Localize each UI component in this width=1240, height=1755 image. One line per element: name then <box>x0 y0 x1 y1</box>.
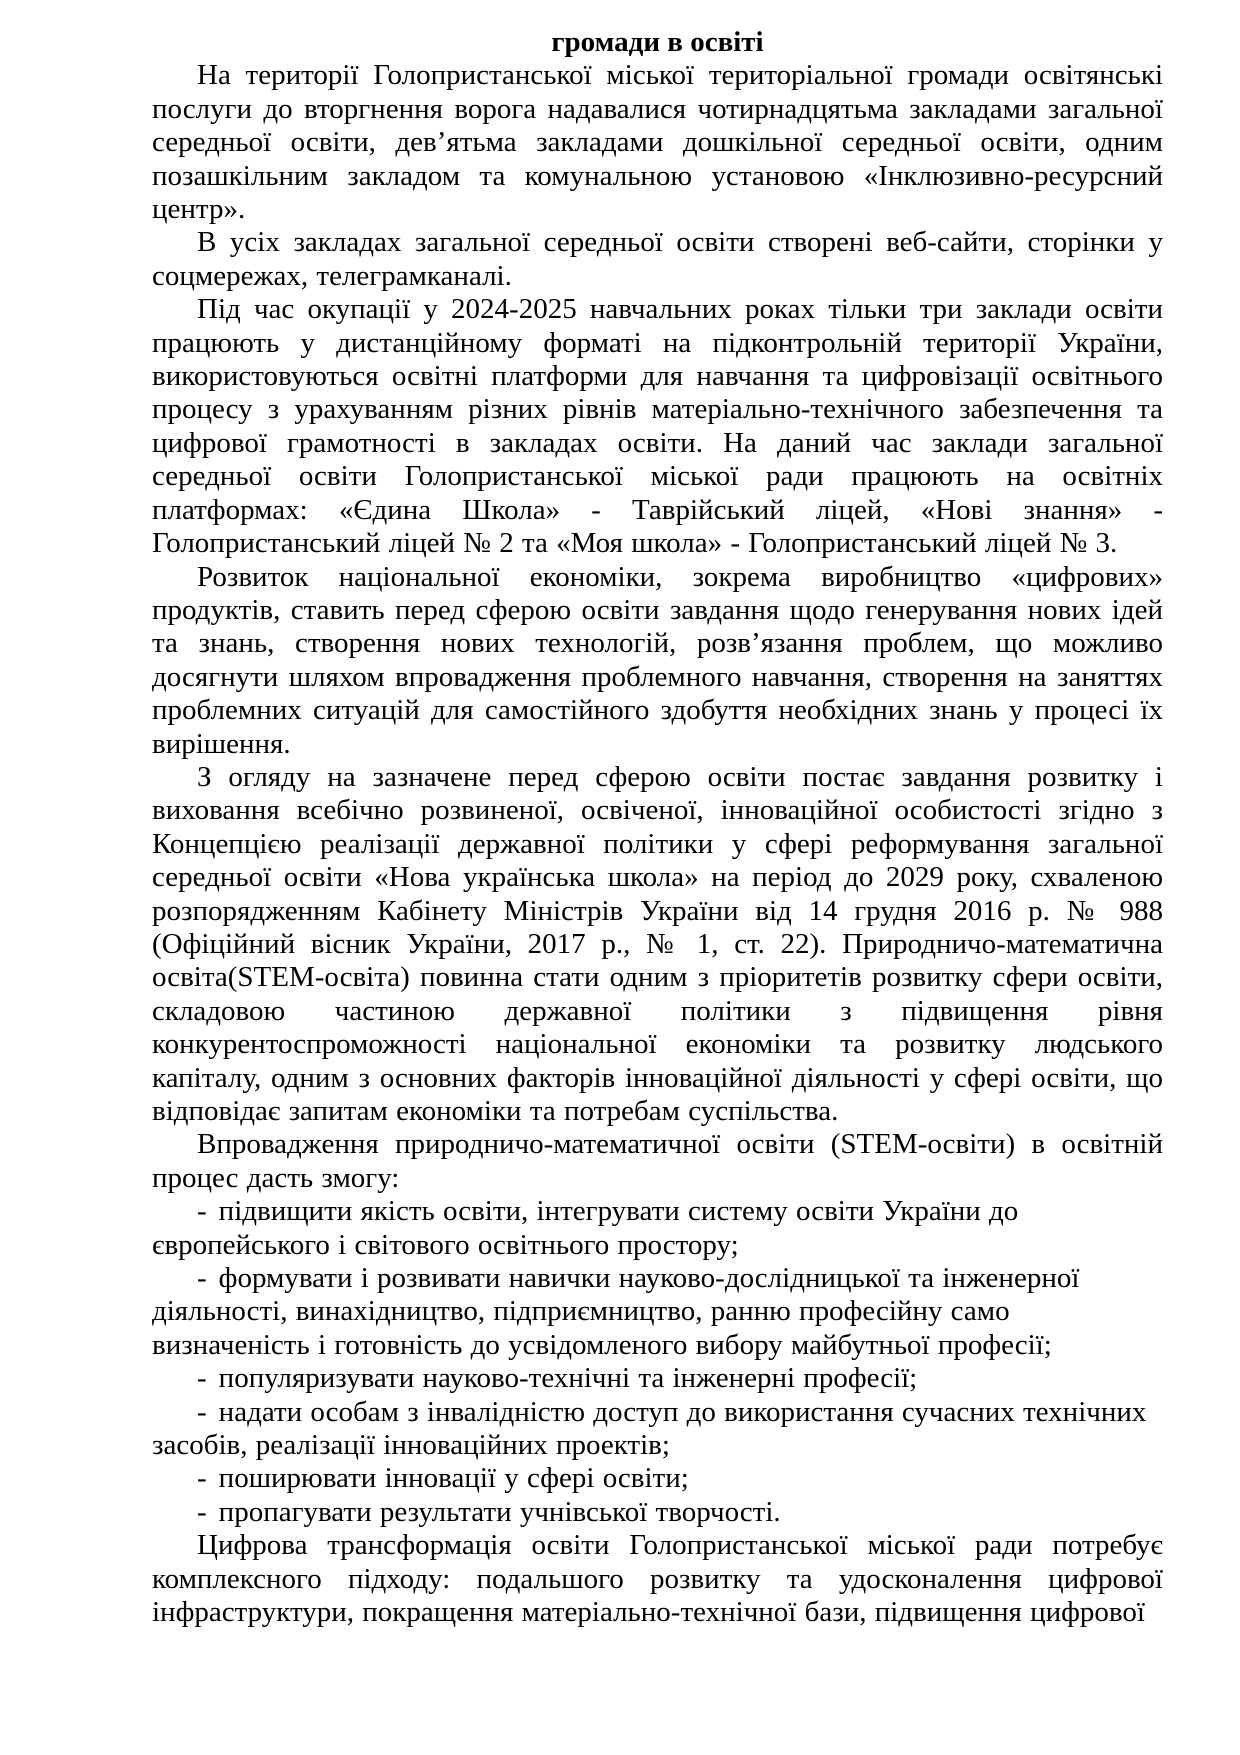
paragraph-territory: На території Голопристанської міської територіальної громади освітянські послуги до вторгнення ворога надавалися чотирнадцятьма закладами загальної середньої освіти, дев’ятьма закладами дошкільної середньої освіти, одним позашкільним закладом та комунальною установою «Інклюзивно-ресурсний центр». <box>152 59 1163 226</box>
list-item-text: надати особам з інвалідністю доступ до використання сучасних технічних засобів, реалізації інноваційних проектів; <box>152 1395 1147 1462</box>
list-item-text: популяризувати науково-технічні та інженерні професії; <box>218 1362 918 1395</box>
list-item <box>152 1195 1163 1262</box>
list-item-text: поширювати інновації у сфері освіти; <box>218 1462 689 1495</box>
paragraph-concept: З огляду на зазначене перед сферою освіти постає завдання розвитку і виховання всебічно розвиненої, освіченої, інноваційної особистості згідно з Концепцією реалізації державної політики у сфері реформування загальної середньої освіти «Нова українська школа» на період до 2029 року, схваленою розпорядженням Кабінету Міністрів України від 14 грудня 2016 р. № 988 (Офіційний вісник України, 2017 р., № 1, ст. 22). Природничо-математична освіта(STEM-освіта) повинна стати одним з пріоритетів розвитку сфери освіти, складовою частиною державної політики з підвищення рівня конкурентоспроможності національної економіки та розвитку людського капіталу, одним з основних факторів інноваційної діяльності у сфері освіти, що відповідає запитам економіки та потребам суспільства. <box>152 760 1163 1127</box>
list-item-marker: - <box>197 1262 207 1295</box>
list-item-marker: - <box>197 1462 207 1495</box>
page-title: громади в освіті <box>551 26 764 58</box>
list-item-marker: - <box>197 1495 207 1528</box>
paragraph-occupation: Під час окупації у 2024-2025 навчальних роках тільки три заклади освіти працюють у дистанційному форматі на підконтрольній території України, використовуються освітні платформи для навчання та цифровізації освітнього процесу з урахуванням різних рівнів матеріально-технічного забезпечення та цифрової грамотності в закладах освіти. На даний час заклади загальної середньої освіти Голопристанської міської ради працюють на освітніх платформах: «Єдина Школа» - Таврійський ліцей, «Нові знання» - Голопристанський ліцей № 2 та «Моя школа» - Голопристанський ліцей № 3. <box>152 293 1163 560</box>
paragraph-economy: Розвиток національної економіки, зокрема виробництво «цифрових» продуктів, ставить перед сферою освіти завдання щодо генерування нових ідей та знань, створення нових технологій, розв’язання проблем, що можливо досягнути шляхом впровадження проблемного навчання, створення на заняттях проблемних ситуацій для самостійного здобуття необхідних знань у процесі їх вирішення. <box>152 560 1163 760</box>
list-item <box>152 1462 1163 1495</box>
list-item <box>152 1362 1163 1395</box>
paragraph-digital-transformation: Цифрова трансформація освіти Голопристанської міської ради потребує комплексного підходу: подальшого розвитку та удосконалення цифрової інфраструктури, покращення матеріально-технічної бази, підвищення цифрової <box>152 1529 1163 1629</box>
paragraph-stem-intro: Впровадження природничо-математичної освіти (STEM-освіти) в освітній процес дасть змогу: <box>152 1128 1163 1194</box>
list-item <box>152 1396 1163 1463</box>
list-item-text: пропагувати результати учнівської творчості. <box>218 1495 781 1528</box>
list-item <box>152 1496 1163 1529</box>
list-item-marker: - <box>197 1362 207 1395</box>
list-item-text: підвищити якість освіти, інтегрувати систему освіти України до європейського і світового освітнього простору; <box>152 1195 1019 1261</box>
paragraph-websites: В усіх закладах загальної середньої освіти створені веб-сайти, сторінки у соцмережах, телеграмканалі. <box>152 226 1163 292</box>
list-item-marker: - <box>197 1395 207 1428</box>
list-item-text: формувати і розвивати навички науково-дослідницької та інженерної діяльності, винахідництво, підприємництво, ранню професійну само визначеність і готовність до усвідомленого вибору майбутньої професії; <box>152 1262 1080 1361</box>
list-item-marker: - <box>197 1195 207 1228</box>
list-item <box>152 1262 1163 1362</box>
